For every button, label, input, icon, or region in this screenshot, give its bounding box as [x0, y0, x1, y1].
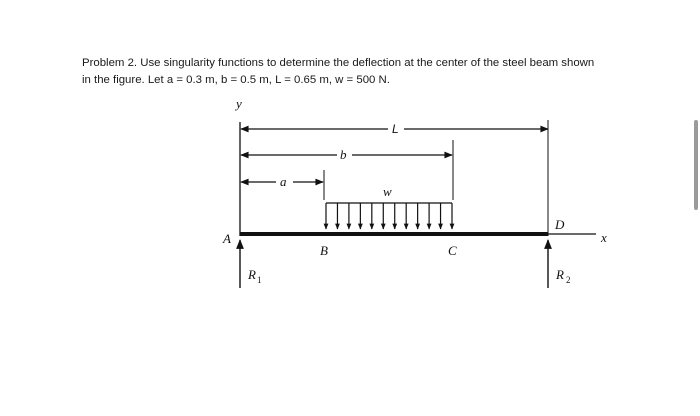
point-B-label: B	[320, 243, 328, 258]
load-w-label: w	[383, 184, 392, 199]
dim-a-label: a	[280, 174, 287, 189]
distributed-load	[326, 203, 452, 229]
dim-L-label: L	[392, 122, 399, 136]
scrollbar[interactable]	[694, 120, 698, 210]
reaction-2-label: R	[556, 267, 564, 282]
y-axis-label: y	[236, 96, 242, 111]
point-A-label: A	[223, 231, 231, 246]
problem-line-1: Problem 2. Use singularity functions to determine the deflection at the center of the steel beam shown	[82, 57, 595, 69]
reaction-1-label: R	[248, 267, 256, 282]
dim-b-label: b	[340, 147, 347, 162]
beam	[240, 232, 548, 236]
point-C-label: C	[448, 243, 457, 258]
point-D-label: D	[555, 217, 565, 232]
x-axis-label: x	[601, 230, 607, 245]
reaction-1-subscript: 1	[257, 275, 262, 285]
reaction-2-subscript: 2	[566, 275, 571, 285]
problem-line-2: in the figure. Let a = 0.3 m, b = 0.5 m, L = 0.65 m, w = 500 N.	[82, 74, 390, 86]
